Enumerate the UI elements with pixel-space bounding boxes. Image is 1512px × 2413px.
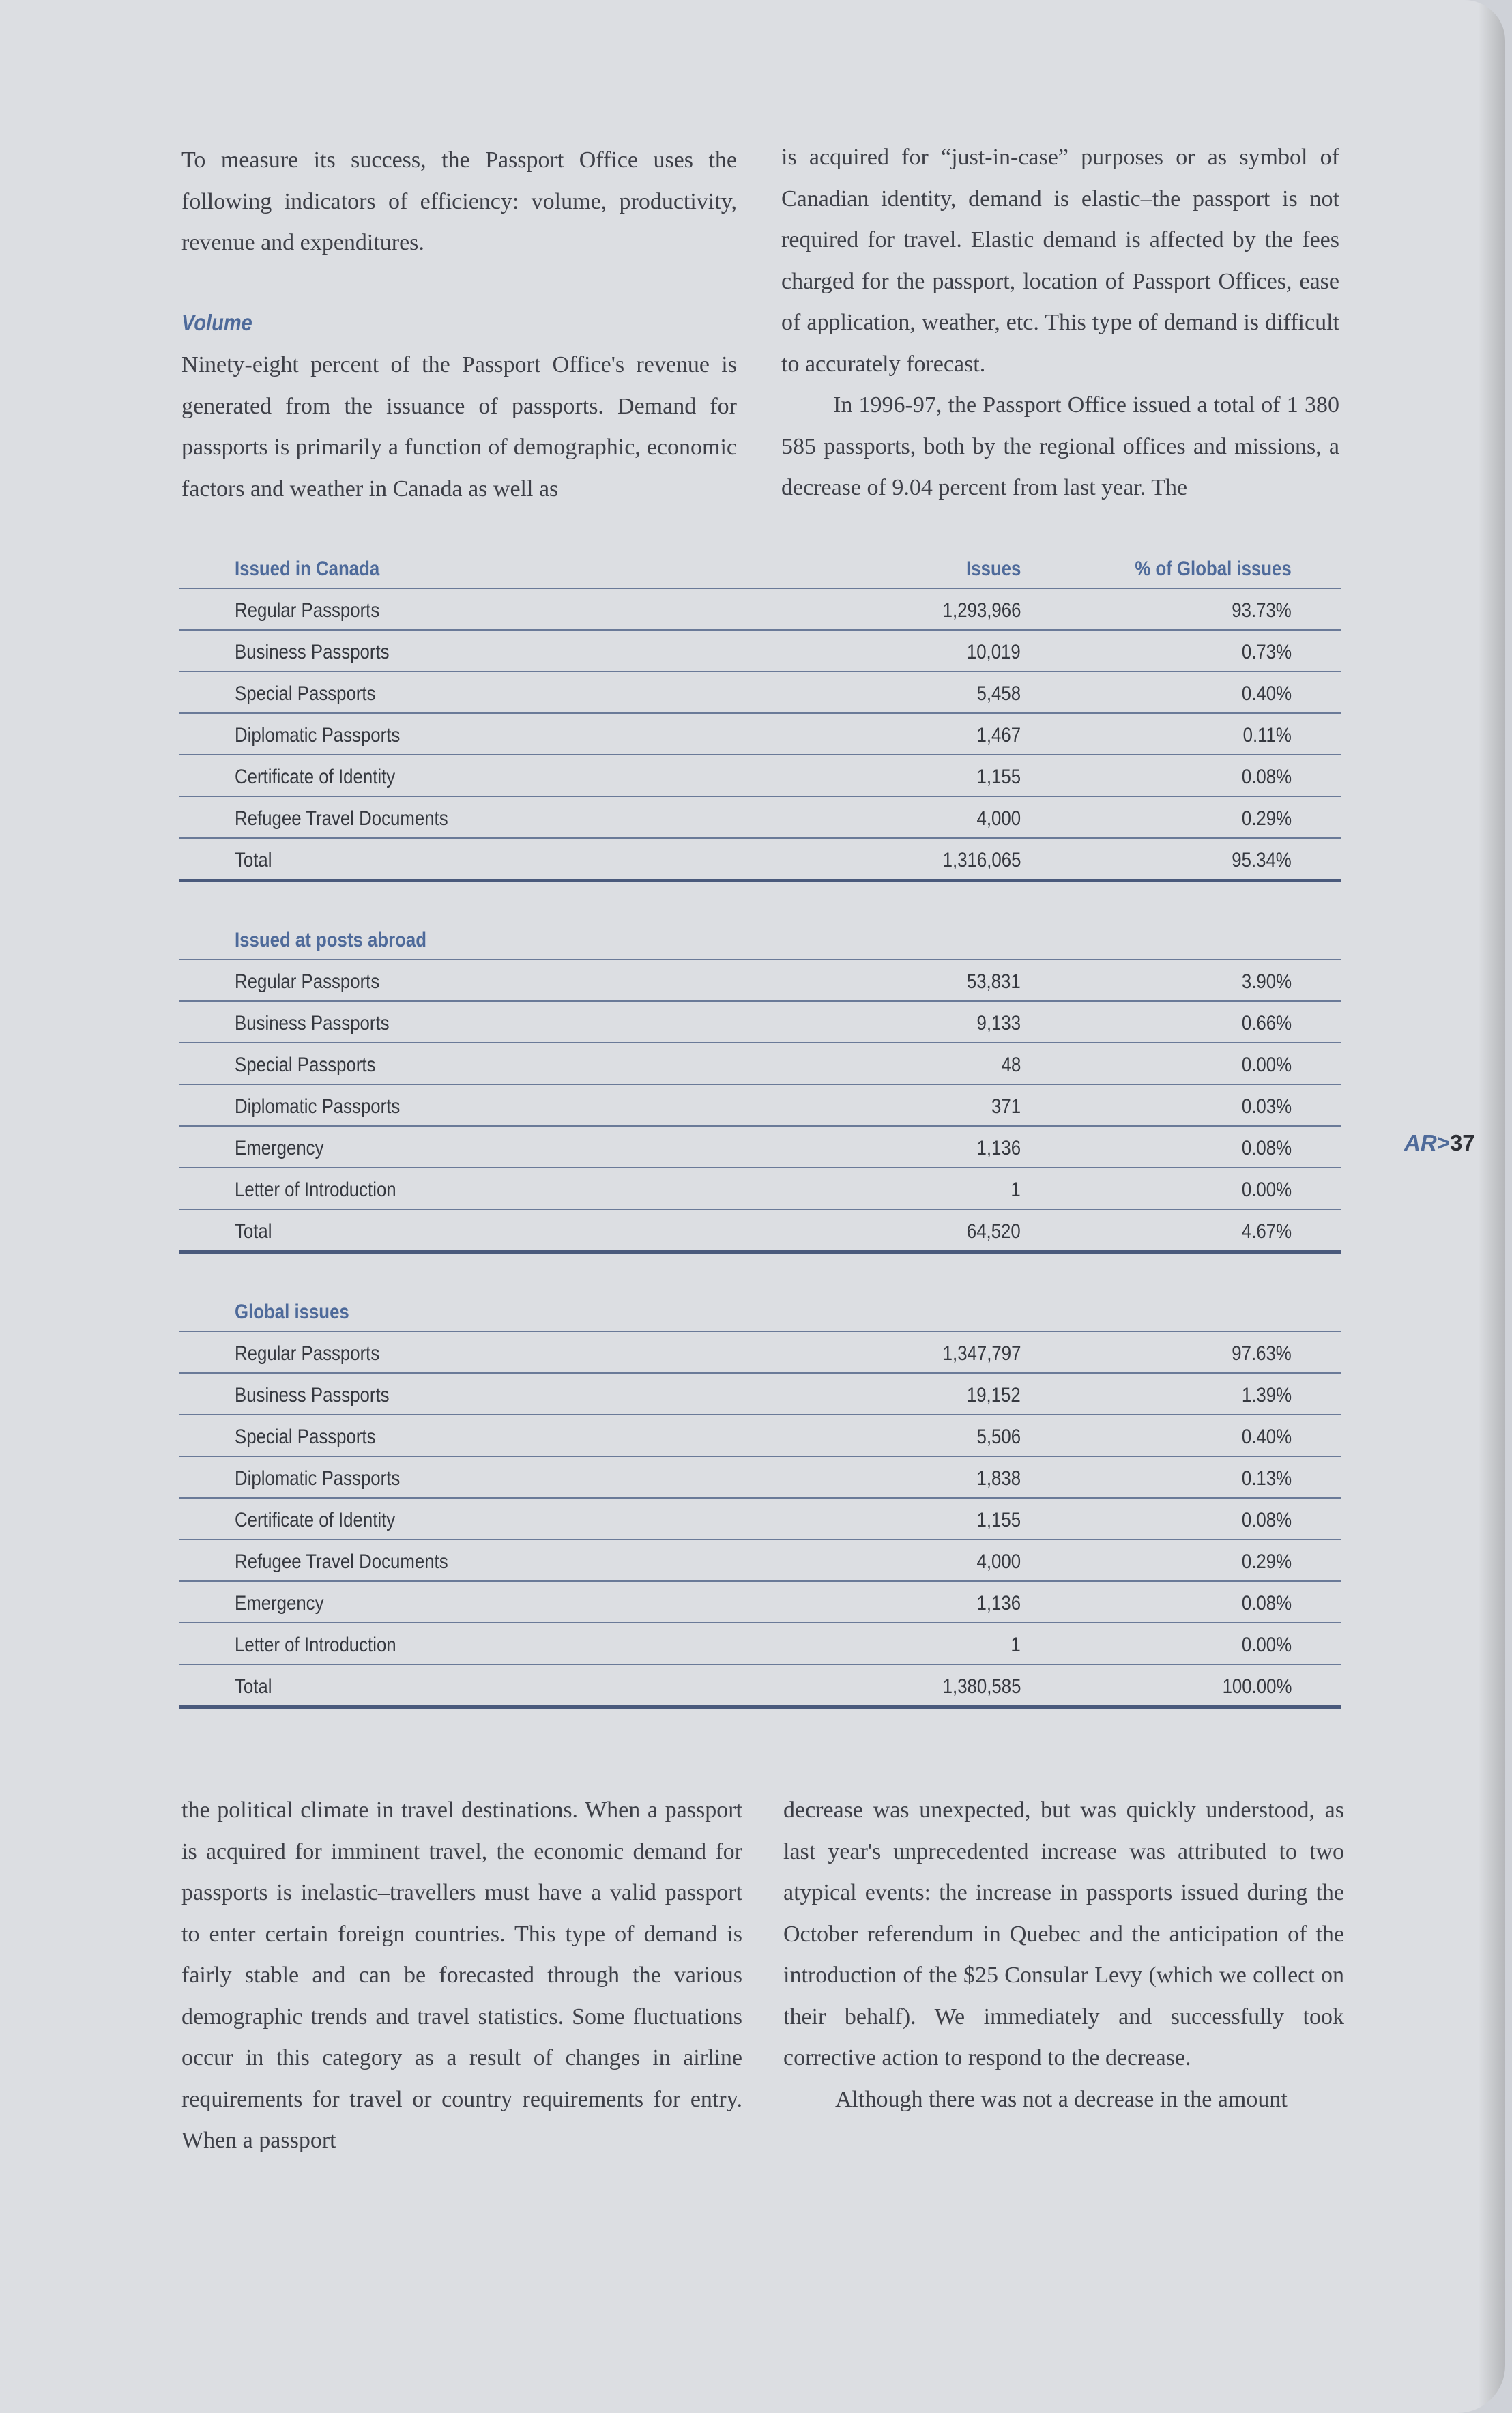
table-row: Letter of Introduction 1 0.00% xyxy=(179,1168,1341,1210)
bottom-right-column xyxy=(783,1790,1344,2120)
issues-column-header: Issues xyxy=(965,558,1021,580)
table-header-row xyxy=(179,919,1341,960)
global-issues-table xyxy=(179,1290,1341,1709)
issued-total-paragraph: In 1996-97, the Passport Office issued a total of 1 380 585 passports, both by the regional offices and missions, a decrease of 9.04 percent from last year. The xyxy=(781,392,1339,500)
pct-column-header: % of Global issues xyxy=(1135,558,1292,580)
table-row: Special Passports 48 0.00% xyxy=(179,1043,1341,1085)
political-climate-paragraph: the political climate in travel destinations. When a passport is acquired for imminent travel, the economic demand for passports is inelastic–travellers must have a valid passport to enter certain foreign countries. This type of demand is fairly stable and can be forecasted through the various demographic trends and travel statistics. Some fluctuations occur in this category as a result of changes in airline requirements for travel or country requirements for entry. When a passport xyxy=(181,1797,742,2153)
total-row: Total 1,380,585 100.00% xyxy=(179,1665,1341,1709)
top-left-column xyxy=(181,140,737,264)
table-row: Regular Passports 1,293,966 93.73% xyxy=(179,589,1341,631)
table-row: Emergency 1,136 0.08% xyxy=(179,1582,1341,1623)
table-title: Issued at posts abroad xyxy=(235,929,427,951)
table-row: Certificate of Identity 1,155 0.08% xyxy=(179,1499,1341,1540)
table-row: Business Passports 9,133 0.66% xyxy=(179,1002,1341,1043)
issued-abroad-table xyxy=(179,919,1341,1254)
page-folio xyxy=(1404,1130,1475,1156)
table-row: Diplomatic Passports 1,838 0.13% xyxy=(179,1457,1341,1499)
table-row: Regular Passports 1,347,797 97.63% xyxy=(179,1332,1341,1374)
table-header-row xyxy=(179,547,1341,589)
folio-separator: > xyxy=(1436,1130,1450,1155)
page-number: 37 xyxy=(1449,1130,1475,1155)
volume-paragraph: Ninety-eight percent of the Passport Office's revenue is generated from the issuance of passports. Demand for passports is primarily a function of demographic, economic factors and weather in Canada as well as xyxy=(181,352,737,502)
table-row: Refugee Travel Documents 4,000 0.29% xyxy=(179,1540,1341,1582)
volume-paragraph-block xyxy=(181,345,737,510)
table-header-row xyxy=(179,1290,1341,1332)
table-row: Business Passports 10,019 0.73% xyxy=(179,631,1341,672)
volume-heading: Volume xyxy=(181,310,252,335)
table-row: Emergency 1,136 0.08% xyxy=(179,1127,1341,1168)
table-title: Global issues xyxy=(235,1301,349,1323)
table-row: Diplomatic Passports 1,467 0.11% xyxy=(179,714,1341,755)
table-row: Special Passports 5,506 0.40% xyxy=(179,1415,1341,1457)
elastic-demand-paragraph: is acquired for “just-in-case” purposes or as symbol of Canadian identity, demand is elastic–the passport is not required for travel. Elastic demand is affected by the fees charged for the passport, location of Passport Offices, ease of application, weather, etc. This type of demand is difficult to accurately forecast. xyxy=(781,145,1339,377)
decrease-paragraph: decrease was unexpected, but was quickly understood, as last year's unprecedented increase was attributed to two atypical events: the increase in passports issued during the October referendum in Quebec and the anticipation of the introduction of the $25 Consular Levy (which we collect on their behalf). We immediately and successfully took corrective action to respond to the decrease. xyxy=(783,1797,1344,2070)
table-row: Diplomatic Passports 371 0.03% xyxy=(179,1085,1341,1127)
table-row: Refugee Travel Documents 4,000 0.29% xyxy=(179,797,1341,839)
table-title: Issued in Canada xyxy=(235,558,380,580)
total-row: Total 64,520 4.67% xyxy=(179,1210,1341,1254)
top-right-column xyxy=(781,137,1339,509)
table-row: Regular Passports 53,831 3.90% xyxy=(179,960,1341,1002)
amount-paragraph: Although there was not a decrease in the amount xyxy=(835,2086,1288,2112)
folio-prefix: AR xyxy=(1404,1130,1437,1155)
table-row: Certificate of Identity 1,155 0.08% xyxy=(179,755,1341,797)
total-row: Total 1,316,065 95.34% xyxy=(179,839,1341,882)
table-row: Special Passports 5,458 0.40% xyxy=(179,672,1341,714)
issued-in-canada-table xyxy=(179,547,1341,882)
table-row: Business Passports 19,152 1.39% xyxy=(179,1374,1341,1415)
bottom-left-column xyxy=(181,1790,742,2162)
table-row: Letter of Introduction 1 0.00% xyxy=(179,1623,1341,1665)
intro-paragraph: To measure its success, the Passport Office uses the following indicators of efficiency: volume, productivity, revenue and expenditures. xyxy=(181,147,737,255)
